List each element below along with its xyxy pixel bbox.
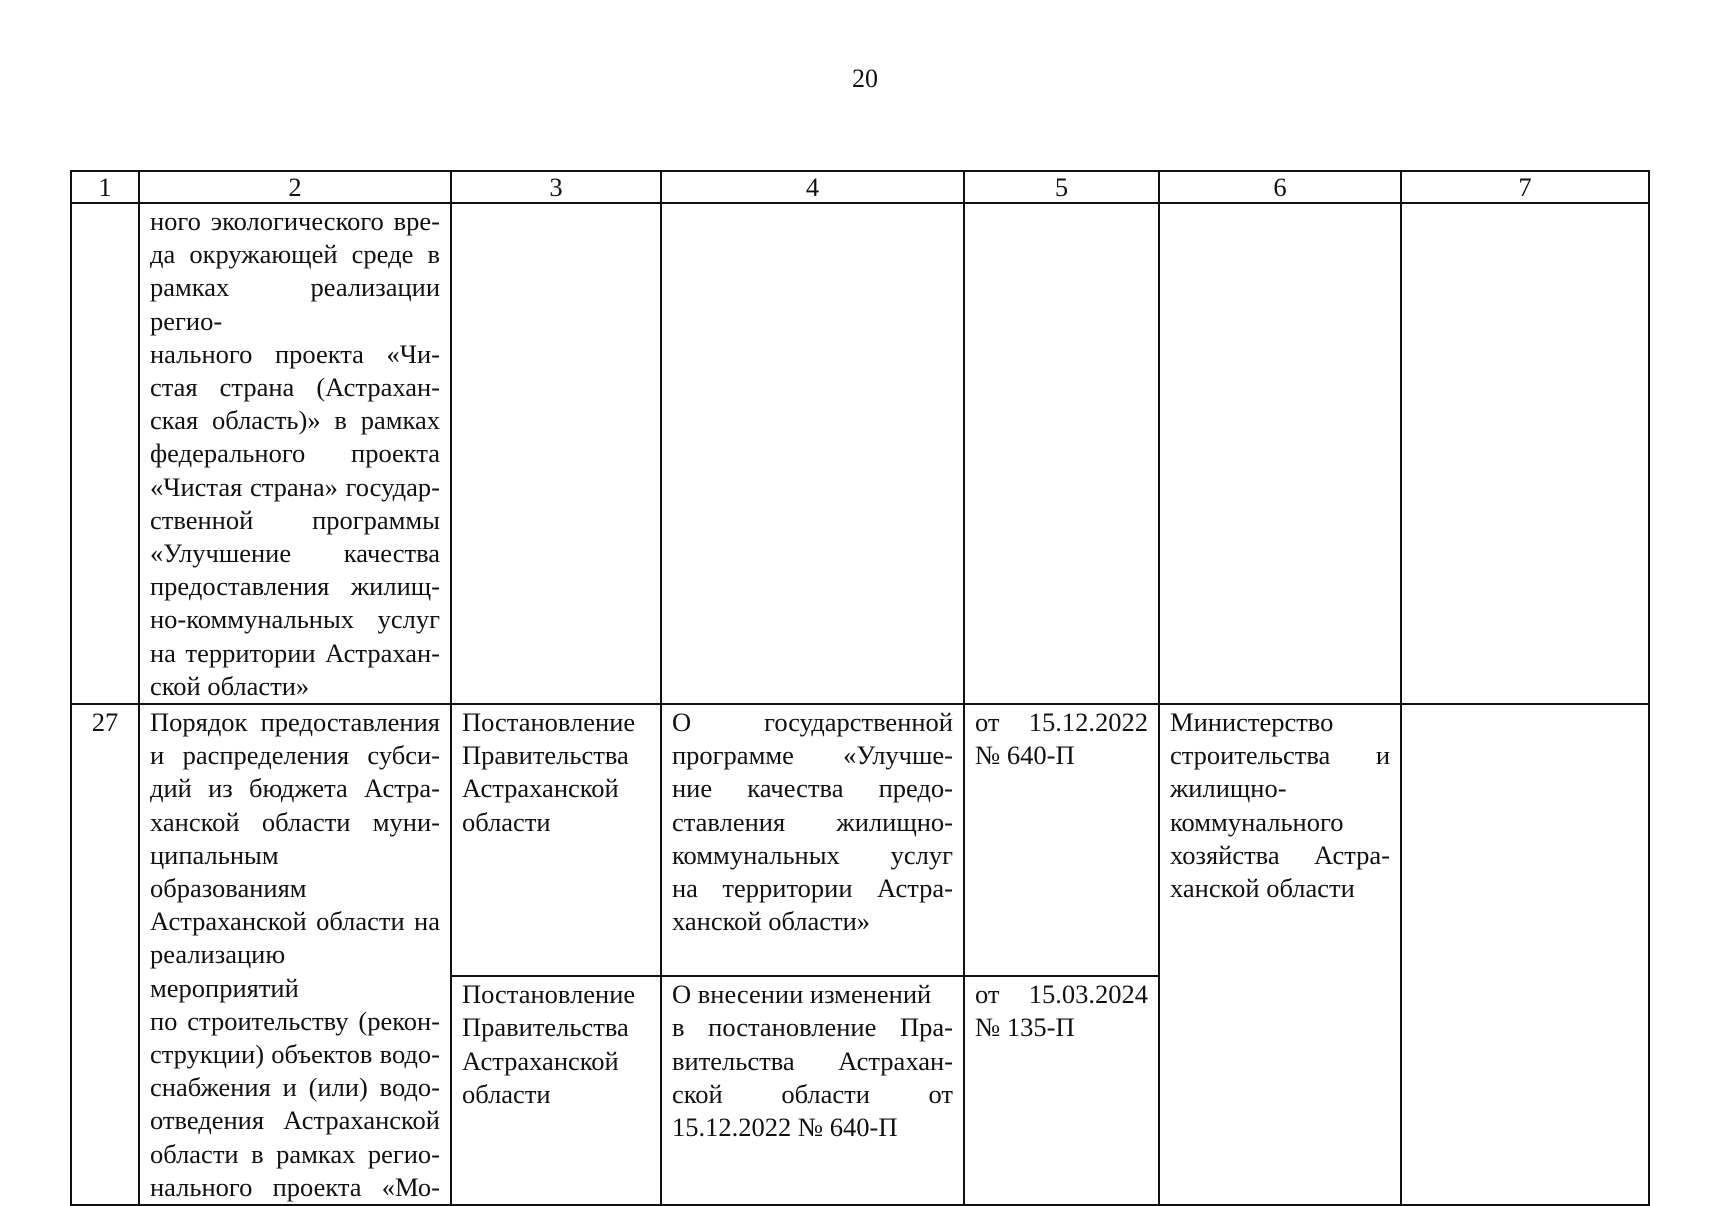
act-title-line: коммунальных услуг: [672, 839, 953, 870]
description-line: на территории Астрахан-: [150, 637, 440, 668]
act-date-cell: [964, 704, 1159, 976]
description-line: федерального проекта: [150, 438, 440, 469]
act-type-line: Правительства: [462, 1012, 629, 1043]
row-number-cell: [71, 203, 139, 704]
act-type-line: области: [462, 806, 551, 837]
act-title-cell: [661, 704, 964, 976]
description-cell: [139, 203, 451, 704]
description-line: ханской области муни-: [150, 806, 440, 837]
act-title-line: ханской области»: [672, 906, 871, 937]
page-number: 20: [852, 64, 878, 93]
empty-cell: [661, 203, 964, 704]
description-line: рамках реализации регио-: [150, 272, 440, 336]
act-title-line: О внесении изменений: [672, 979, 932, 1010]
act-number-line: № 135-П: [975, 1012, 1075, 1043]
description-line: дий из бюджета Астра-: [150, 773, 440, 804]
act-type-line: Правительства: [462, 740, 629, 771]
description-line: предоставления жилищ-: [150, 571, 440, 602]
description-line: «Чистая страна» государ-: [150, 471, 440, 502]
column-header: 4: [661, 171, 964, 203]
act-type-line: Постановление: [462, 707, 636, 738]
empty-cell: [1401, 203, 1649, 704]
notes-cell: [1401, 704, 1649, 1205]
column-header: 2: [139, 171, 451, 203]
table-row-27-act-1: [71, 704, 1649, 976]
description-line: Астраханской области на: [150, 906, 440, 937]
description-line: Порядок предоставления: [150, 707, 440, 738]
table-header-row: [71, 171, 1649, 203]
description-line: реализацию мероприятий: [150, 939, 299, 1003]
act-title-line: в постановление Пра-: [672, 1012, 953, 1043]
description-line: ципальным образованиям: [150, 839, 307, 904]
responsible-body-line: коммунального: [1170, 806, 1344, 837]
row-number-cell: 27: [71, 704, 139, 1205]
description-line: ственной программы: [150, 504, 440, 535]
act-title-line: ской области от: [672, 1078, 953, 1109]
column-header: 6: [1159, 171, 1401, 203]
act-title-line: вительства Астрахан-: [672, 1045, 953, 1076]
act-title-line: программе «Улучше-: [672, 740, 953, 771]
act-date-cell: [964, 976, 1159, 1205]
act-type-line: Астраханской: [462, 773, 619, 804]
responsible-body-line: строительства и: [1170, 740, 1390, 771]
description-line: ного экологического вре-: [150, 206, 440, 236]
responsible-body-cell: [1159, 704, 1401, 1205]
act-number-line: № 640-П: [975, 740, 1075, 771]
act-type-cell: [451, 976, 661, 1205]
empty-cell: [964, 203, 1159, 704]
description-line: струкции) объектов водо-: [150, 1039, 440, 1070]
responsible-body-line: Министерство: [1170, 707, 1334, 738]
description-line: нального проекта «Мо-: [150, 1171, 440, 1202]
description-line: но-коммунальных услуг: [150, 604, 440, 635]
act-title-line: ние качества предо-: [672, 773, 953, 804]
document-table: [70, 170, 1650, 1206]
empty-cell: [451, 203, 661, 704]
act-date-line: от 15.12.2022: [975, 707, 1148, 738]
act-title-line: О государственной: [672, 707, 953, 738]
description-cell: [139, 704, 451, 1205]
act-type-cell: [451, 704, 661, 976]
description-line: стая страна (Астрахан-: [150, 372, 440, 403]
responsible-body-line: жилищно-: [1170, 773, 1287, 804]
column-header: 7: [1401, 171, 1649, 203]
column-header: 3: [451, 171, 661, 203]
description-line: отведения Астраханской: [150, 1105, 440, 1136]
act-title-line: ставления жилищно-: [672, 806, 953, 837]
responsible-body-line: ханской области: [1170, 873, 1355, 904]
column-header: 1: [71, 171, 139, 203]
description-line: по строительству (рекон-: [150, 1005, 440, 1036]
act-type-line: области: [462, 1078, 551, 1109]
act-title-line: 15.12.2022 № 640-П: [672, 1112, 898, 1142]
description-line: ской области»: [150, 670, 310, 701]
table-row-continuation: [71, 203, 1649, 704]
act-type-line: Постановление: [462, 979, 636, 1010]
empty-cell: [1159, 203, 1401, 704]
description-line: и распределения субси-: [150, 740, 440, 771]
description-line: да окружающей среде в: [150, 239, 440, 270]
description-line: снабжения и (или) водо-: [150, 1072, 440, 1103]
description-line: «Улучшение качества: [150, 538, 440, 569]
column-header: 5: [964, 171, 1159, 203]
description-line: ская область)» в рамках: [150, 405, 440, 436]
act-date-line: от 15.03.2024: [975, 979, 1148, 1010]
act-title-line: на территории Астра-: [672, 873, 953, 904]
description-line: области в рамках регио-: [150, 1138, 440, 1169]
act-title-cell: [661, 976, 964, 1205]
responsible-body-line: хозяйства Астра-: [1170, 839, 1390, 870]
act-type-line: Астраханской: [462, 1045, 619, 1076]
description-line: нального проекта «Чи-: [150, 338, 440, 369]
